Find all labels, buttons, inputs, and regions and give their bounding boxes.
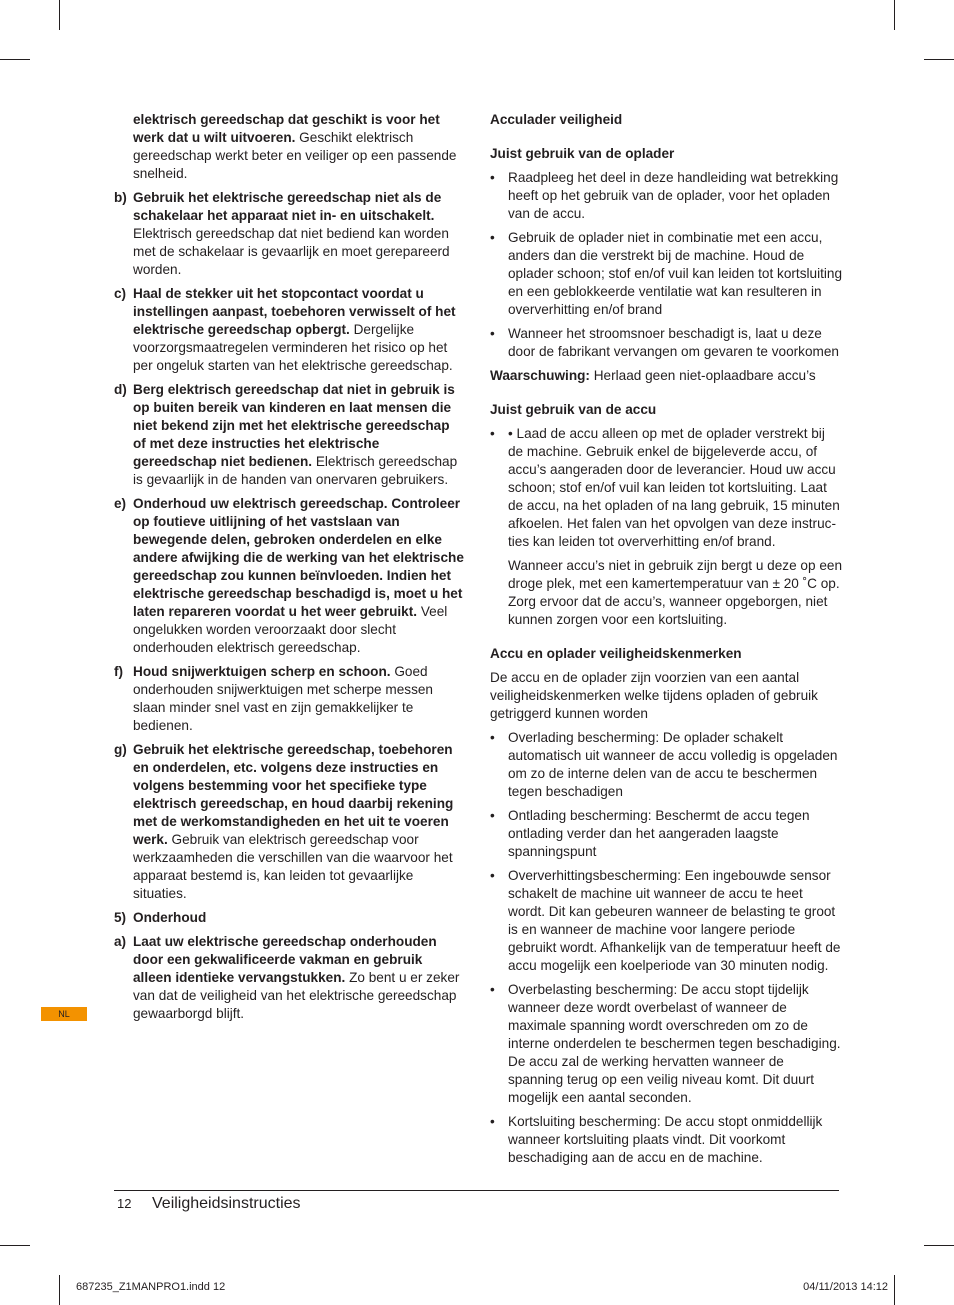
bullet-icon: • xyxy=(490,230,495,245)
right-column xyxy=(490,111,842,1173)
list-item xyxy=(490,807,842,861)
item-text: Geschikt elektrisch gereedschap werkt beter en veiliger op een passende snelheid. xyxy=(133,130,457,181)
section-number: 5) xyxy=(114,910,127,925)
crop-mark xyxy=(924,1245,954,1246)
item-bold-text: elektrisch gereedschap dat geschikt is voor het werk dat u wilt uitvoeren. xyxy=(133,112,440,145)
bullet-text: Oververhittingsbescherming: Een ingebouwde sensor schakelt de machine uit wanneer de accu te heet wordt. Dit kan gebeuren wanneer de belasting te groot is en wanneer de machine voor langere periode gebruikt wordt. Afhankelijk van de temperatuur heeft de accu mogelijk een koelperiode van 30 minuten nodig. xyxy=(508,868,841,973)
list-item xyxy=(114,189,464,279)
item-label: d) xyxy=(114,382,127,397)
list-item xyxy=(114,285,464,375)
section-heading xyxy=(114,909,464,927)
list-item xyxy=(490,729,842,801)
bullet-icon: • xyxy=(490,170,495,185)
item-bold-text: Gebruik het elektrische gereedschap niet als de schakelaar het apparaat niet in- en uitschakelt. xyxy=(133,190,442,223)
list-item xyxy=(114,381,464,489)
item-bold-text: Houd snijwerktuigen scherp en schoon. xyxy=(133,664,391,679)
item-label: c) xyxy=(114,286,127,301)
crop-mark xyxy=(0,1245,30,1246)
item-text: Veel ongelukken worden veroorzaakt door slecht onderhouden elektrisch gereedschap. xyxy=(133,604,448,655)
list-item xyxy=(490,981,842,1107)
item-text: Goed onderhouden snijwerktuigen met scherpe messen slaan minder snel vast en zijn gemakkelijker te bedienen. xyxy=(133,664,433,733)
item-text: Elektrisch gereedschap is gevaarlijk in de handen van onervaren gebruikers. xyxy=(133,454,458,487)
list-item xyxy=(490,325,842,361)
crop-mark xyxy=(924,59,954,60)
item-bold-text: Laat uw elektrische gereedschap onderhouden door een gekwalificeerde vakman en gebruik alleen identieke vervangstukken. xyxy=(133,934,437,985)
list-item xyxy=(114,663,464,735)
page-number: 12 xyxy=(117,1196,132,1211)
item-bold-text: Onderhoud uw elektrisch gereedschap. Controleer op foutieve uitlijning of het vastslaan van bewegende delen, gebroken onderdelen en elke andere afwijking die de werking van het elektrische gereedschap zou kunnen beïnvloeden. Indien het elektrische gereedschap beschadigd is, moet u het laten repareren voordat u het weer gebruikt. xyxy=(133,496,464,619)
bullet-icon: • xyxy=(490,808,495,823)
crop-mark xyxy=(59,0,60,30)
heading-charger-safety: Acculader veiligheid xyxy=(490,112,623,127)
item-text: Gebruik van elektrisch gereedschap voor werkzaamheden die verschillen van die waarvoor het apparaat bestemd is, kan leiden tot gevaarlijke situaties. xyxy=(133,832,453,901)
bullet-icon: • xyxy=(490,868,495,883)
list-item xyxy=(114,741,464,903)
warning-label: Waarschuwing: xyxy=(490,368,590,383)
language-tab: NL xyxy=(41,1007,87,1021)
bullet-text: Kortsluiting bescherming: De accu stopt onmiddellijk wanneer kortsluiting plaats vindt. Dit voorkomt beschadiging aan de accu en de machine. xyxy=(508,1114,823,1165)
list-item xyxy=(490,425,842,551)
list-item xyxy=(114,495,464,657)
list-item xyxy=(490,229,842,319)
battery-storage-paragraph: Wanneer accu’s niet in gebruik zijn bergt u deze op een droge plek, met een kamertemperatuur van ± 20 ˚C op. Zorg ervoor dat de accu’s, wanneer opgeborgen, niet kunnen zorgen voor een kortsluiting. xyxy=(508,558,843,627)
bullet-icon: • xyxy=(490,426,495,441)
item-label: a) xyxy=(114,934,127,949)
item-label: f) xyxy=(114,664,124,679)
item-text: Zo bent u er zeker van dat de veiligheid van het elektrische gereedschap gewaarborgd blijft. xyxy=(133,970,460,1021)
list-item xyxy=(114,933,464,1023)
item-bold-text: Gebruik het elektrische gereedschap, toebehoren en onderdelen, etc. volgens deze instructies en volgens bestemming voor het specifieke type elektrisch gereedschap, en houd daarbij rekening met de werkomstandigheden en het uit te voeren werk. xyxy=(133,742,454,847)
heading-charger-use: Juist gebruik van de oplader xyxy=(490,146,675,161)
heading-safety-features: Accu en oplader veiligheidskenmerken xyxy=(490,646,742,661)
warning-text: Herlaad geen niet-oplaadbare accu’s xyxy=(589,368,816,383)
left-column xyxy=(114,111,464,1029)
slug-date: 04/11/2013 14:12 xyxy=(803,1281,888,1293)
footer-divider xyxy=(114,1190,839,1191)
warning-paragraph xyxy=(490,367,842,385)
bullet-text: Overbelasting bescherming: De accu stopt tijdelijk wanneer deze wordt overbelast of wanneer de maximale spanning wordt overschreden om zo de interne onderdelen te beschermen tegen beschadiging. De accu zal de werking hervatten wanneer de spanning terug op een veilig niveau komt. Dit duurt mogelijk een aantal seconden. xyxy=(508,982,841,1105)
bullet-icon: • xyxy=(490,1114,495,1129)
bullet-text: Wanneer het stroomsnoer beschadigt is, laat u deze door de fabrikant vervangen om gevaren te voorkomen xyxy=(508,326,839,359)
bullet-icon: • xyxy=(490,326,495,341)
crop-mark xyxy=(894,1275,895,1305)
bullet-text: Overlading bescherming: De oplader schakelt automatisch uit wanneer de accu volledig is opgeladen om zo de interne delen van de accu te beschermen tegen beschadigen xyxy=(508,730,838,799)
bullet-text: Ontlading bescherming: Beschermt de accu tegen ontlading verder dan het aangeraden laagste spanningspunt xyxy=(508,808,810,859)
item-label: g) xyxy=(114,742,127,757)
list-item xyxy=(490,169,842,223)
item-text: Dergelijke voorzorgsmaatregelen verminderen het risico op het per ongeluk starten van het elektrische gereedschap. xyxy=(133,322,453,373)
item-bold-text: Berg elektrisch gereedschap dat niet in gebruik is op buiten bereik van kinderen en laat mensen die niet bekend zijn met het elektrische gereedschap of met deze instructies het elektrische gereedschap niet bedienen. xyxy=(133,382,455,469)
crop-mark xyxy=(894,0,895,30)
bullet-icon: • xyxy=(490,730,495,745)
slug-file-name: 687235_Z1MANPRO1.indd 12 xyxy=(76,1281,226,1293)
list-item xyxy=(114,111,464,183)
list-item xyxy=(490,1113,842,1167)
section-title-text: Onderhoud xyxy=(133,910,207,925)
crop-mark xyxy=(0,59,30,60)
bullet-text: Gebruik de oplader niet in combinatie met een accu, anders dan die verstrekt bij de machine. Houd de oplader schoon; stof en/of vuil kan leiden tot kortsluiting en een geblokkeerde ventilatie wat kan resulteren in oververhitting en/of brand xyxy=(508,230,843,317)
features-intro: De accu en de oplader zijn voorzien van een aantal veiligheidskenmerken welke tijdens opladen of gebruik getriggerd kunnen worden xyxy=(490,670,818,721)
bullet-icon: • xyxy=(490,982,495,997)
footer-section-title: Veiligheidsinstructies xyxy=(152,1195,301,1212)
bullet-text: Raadpleeg het deel in deze handleiding wat betrekking heeft op het gebruik van de oplader, voor het opladen van de accu. xyxy=(508,170,839,221)
item-label: b) xyxy=(114,190,127,205)
item-text: Elektrisch gereedschap dat niet bediend kan worden met de schakelaar is gevaarlijk en moet gerepareerd worden. xyxy=(133,226,450,277)
list-item xyxy=(490,867,842,975)
item-bold-text: Haal de stekker uit het stopcontact voordat u instellingen aanpast, toebehoren verwisselt of het elektrische gereedschap opbergt. xyxy=(133,286,456,337)
heading-battery-use: Juist gebruik van de accu xyxy=(490,402,657,417)
bullet-text: • Laad de accu alleen op met de oplader verstrekt bij de machine. Gebruik enkel de bijgeleverde accu, of accu’s aangeraden door de leverancier. Houd uw accu schoon; stof en/of vuil kan leiden tot kortsluiting. Laat de accu, na het opladen of na lang gebruik, 15 minuten afkoelen. Het falen van het opvolgen van deze instruc-ties kan leiden tot oververhitting en/of brand. xyxy=(508,426,840,549)
item-label: e) xyxy=(114,496,127,511)
crop-mark xyxy=(59,1275,60,1305)
